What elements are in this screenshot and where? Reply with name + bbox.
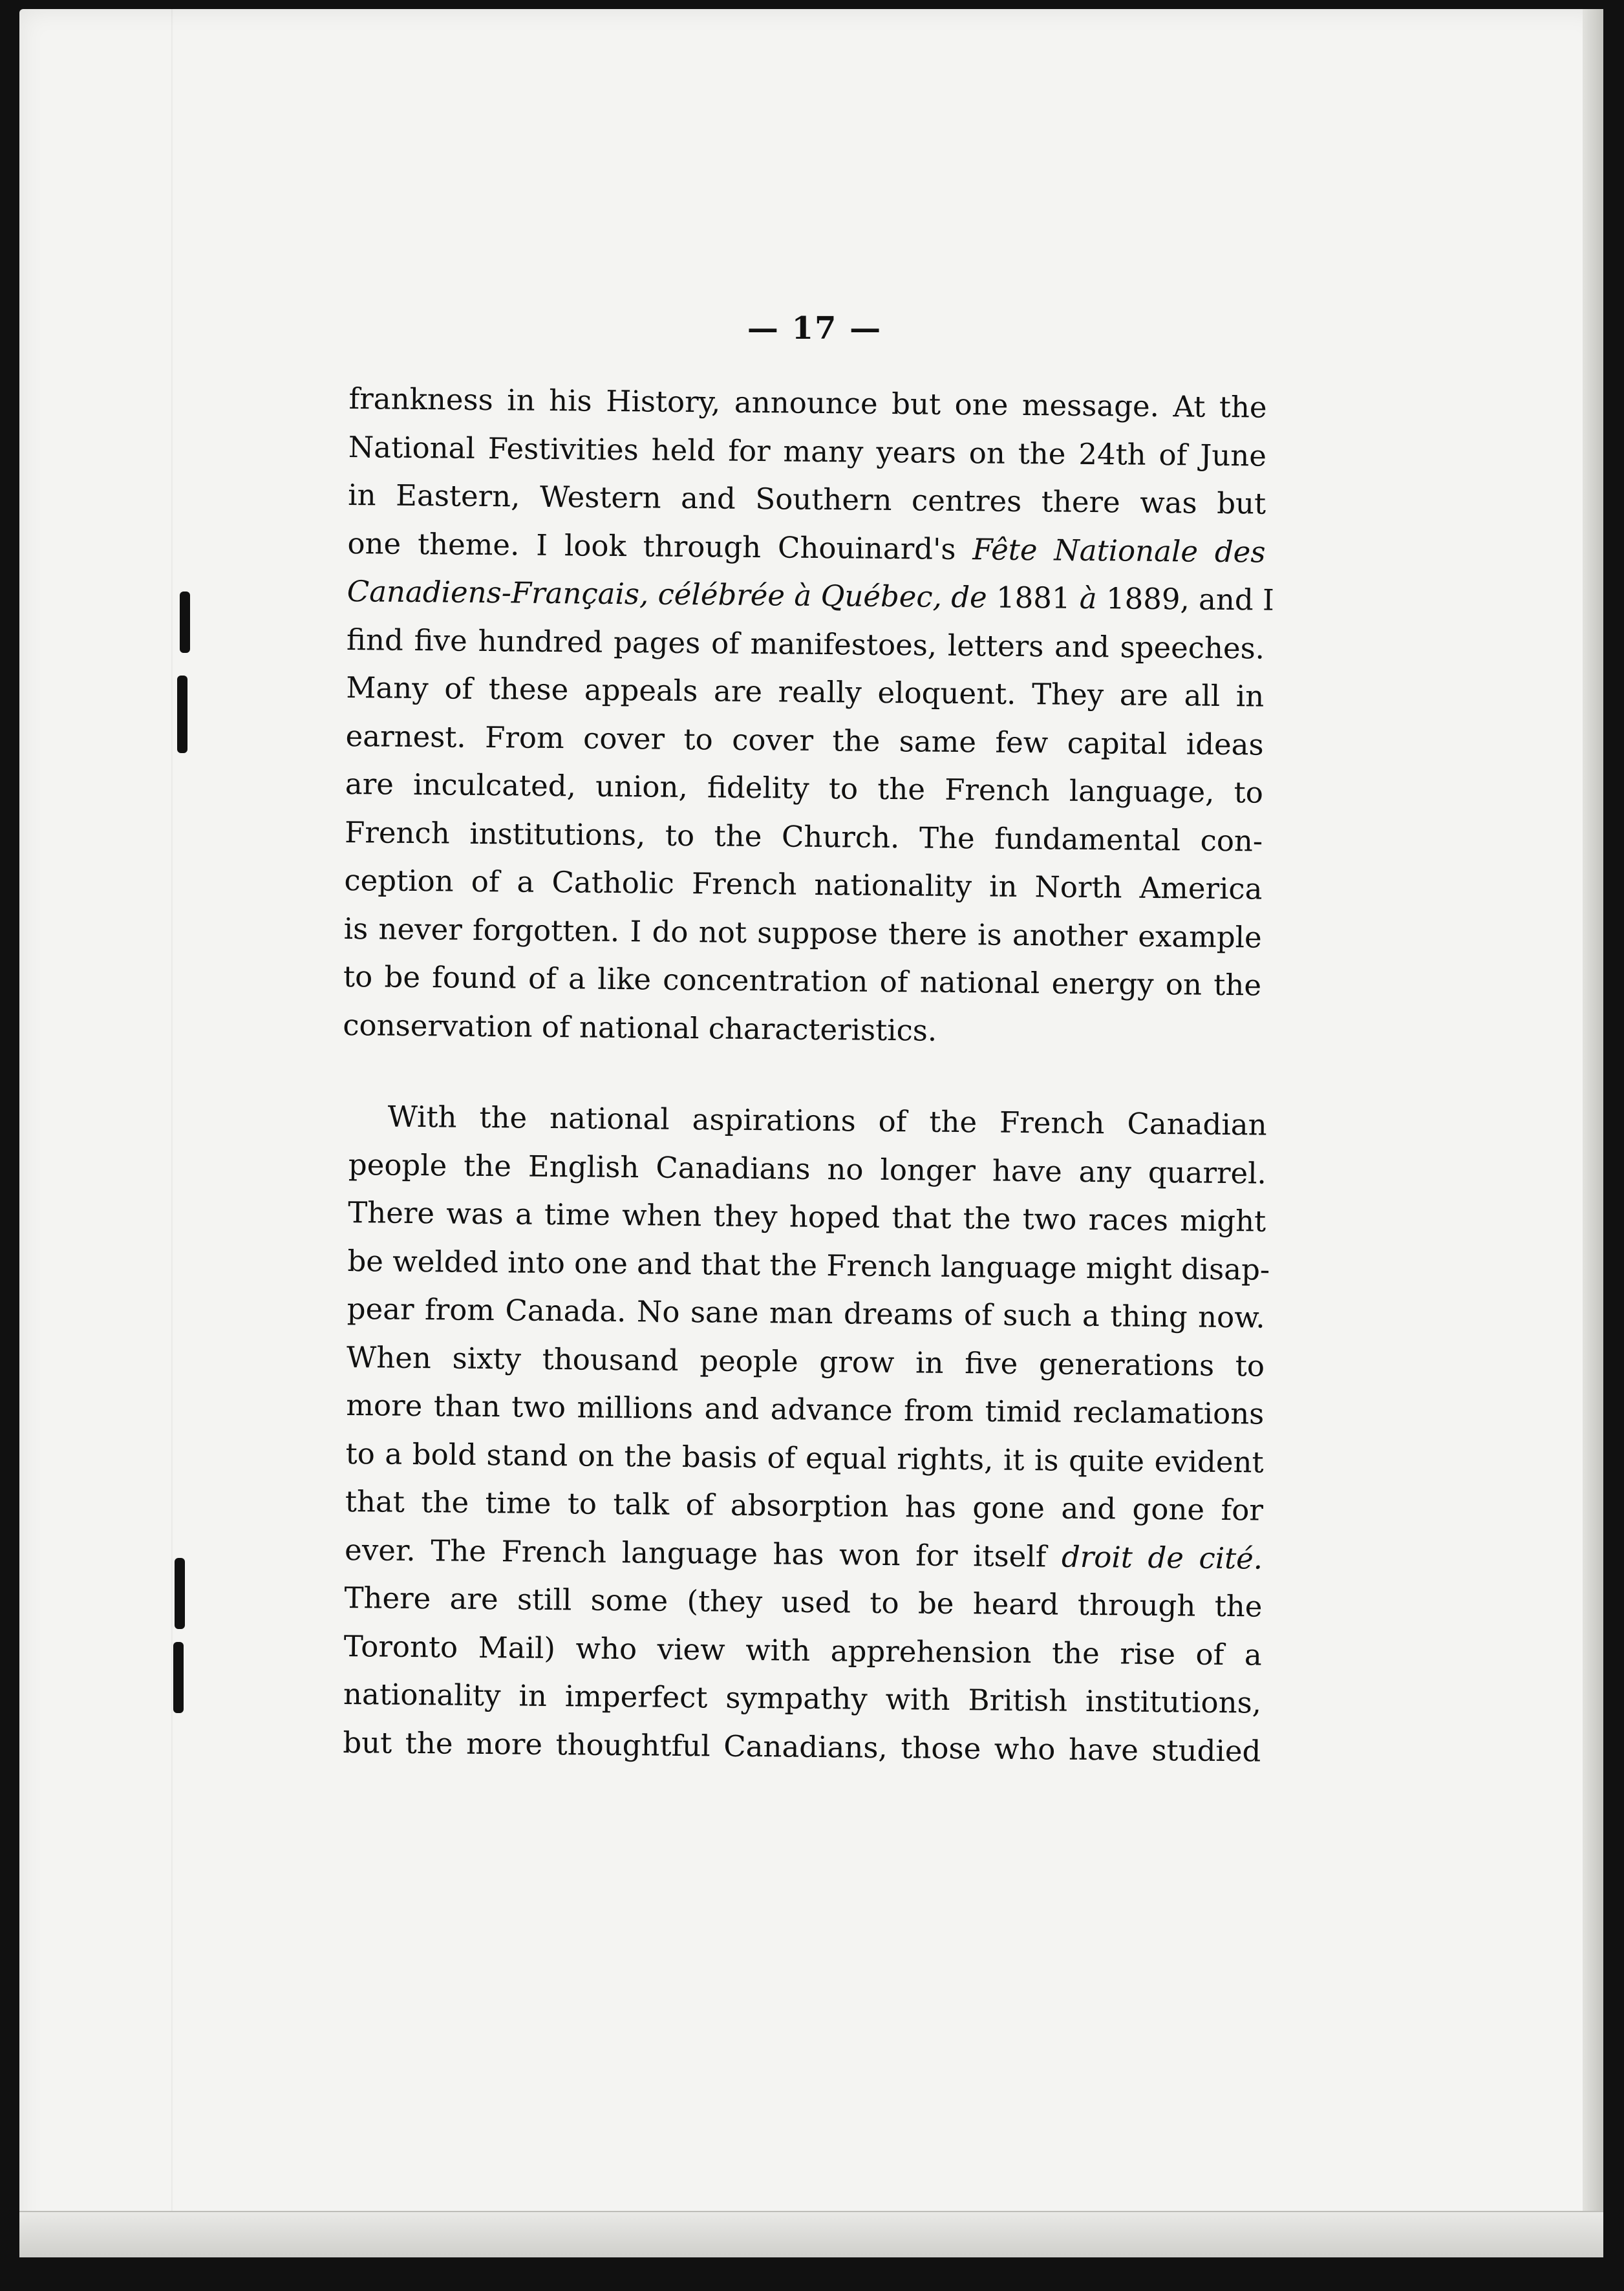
paper-right-edge	[1583, 9, 1603, 2255]
paragraph-2	[343, 1092, 1270, 1776]
text-line: Many of these appeals are really eloquent. They are all in	[346, 670, 1265, 714]
text-line: find five hundred pages of manifestoes, letters and speeches.	[346, 622, 1265, 666]
text-line	[347, 568, 1275, 624]
italic-title: Canadiens-Français, célébrée à Québec, de	[347, 573, 987, 615]
page-number: — 17 —	[747, 310, 882, 346]
text-line: When sixty thousand people grow in five generations to	[346, 1339, 1265, 1383]
text-line: There are still some (they used to be heard through the	[344, 1580, 1263, 1624]
text-line: but the more thoughtful Canadians, those who have studied	[343, 1725, 1261, 1769]
italic-title: Fête Nationale des	[972, 531, 1266, 570]
text-segment: one theme. I look through Chouinard's	[347, 526, 956, 566]
binding-hole-mark	[180, 591, 190, 653]
text-line: French institutions, to the Church. The fundamental con-	[344, 815, 1263, 858]
text-line: National Festivities held for many years on the 24th of June	[348, 429, 1267, 473]
text-line	[347, 519, 1266, 576]
text-line: With the national aspirations of the French Canadian	[387, 1099, 1267, 1142]
binding-hole-mark	[175, 1558, 185, 1629]
paper-bottom-edge	[19, 2211, 1603, 2257]
text-line: is never forgotten. I do not suppose there is another example	[343, 911, 1262, 955]
text-line: conservation of national characteristics.	[343, 1007, 937, 1048]
text-line: more than two millions and advance from timid reclamations	[346, 1387, 1265, 1431]
italic-phrase: droit de cité.	[1061, 1539, 1263, 1576]
text-line: to be found of a like concentration of national energy on the	[343, 959, 1262, 1003]
text-line: There was a time when they hoped that the two races might	[347, 1195, 1266, 1239]
text-segment: ever. The French language has won for itself	[344, 1532, 1047, 1573]
paragraph-1	[343, 375, 1275, 1058]
text-line: nationality in imperfect sympathy with British institutions,	[343, 1676, 1262, 1720]
text-segment: 1889, and I	[1106, 581, 1275, 617]
text-line: ception of a Catholic French nationality in North America	[344, 862, 1263, 906]
text-line: frankness in his History, announce but one message. At the	[348, 381, 1267, 425]
text-line: Toronto Mail) who view with apprehension the rise of a	[343, 1628, 1262, 1672]
page-fold-shadow	[171, 9, 173, 2255]
text-line: earnest. From cover to cover the same few capital ideas	[345, 718, 1264, 762]
binding-hole-mark	[173, 1642, 184, 1713]
binding-hole-mark	[177, 676, 187, 753]
text-line: pear from Canada. No sane man dreams of such a thing now.	[347, 1291, 1265, 1335]
text-line: in Eastern, Western and Southern centres there was but	[347, 477, 1266, 521]
italic-word: à	[1079, 581, 1097, 616]
text-line: that the time to talk of absorption has gone and gone for	[345, 1484, 1264, 1528]
text-segment: 1881	[996, 580, 1071, 615]
text-line: be welded into one and that the French language might disap-	[347, 1243, 1270, 1287]
text-line	[345, 1526, 1263, 1582]
text-line: people the English Canadians no longer have any quarrel.	[348, 1147, 1267, 1191]
text-line: to a bold stand on the basis of equal rights, it is quite evident	[345, 1436, 1264, 1480]
text-line: are inculcated, union, fidelity to the French language, to	[345, 766, 1264, 810]
